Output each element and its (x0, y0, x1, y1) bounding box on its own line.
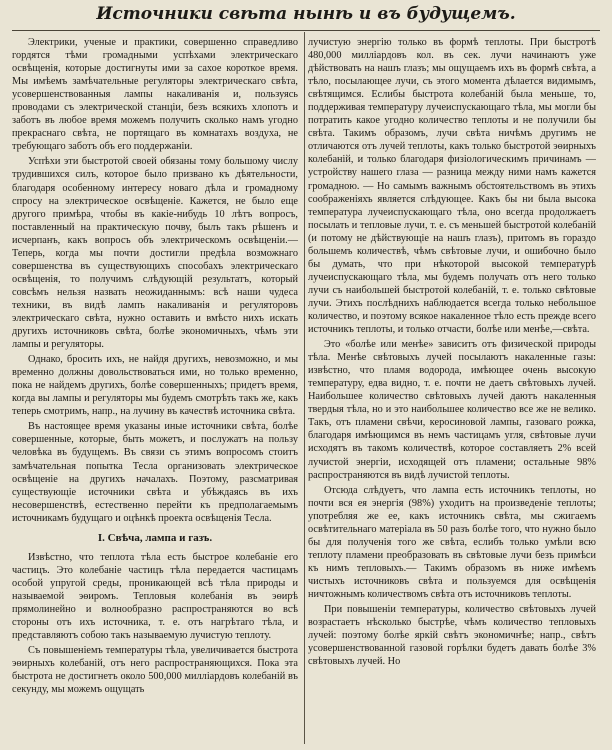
paragraph: лучистую энергію только въ формѣ теплоты. При быстротѣ 480,000 милліардовъ кол. въ сек. лучи начинаютъ уже дѣйствовать на нашъ глазъ; мы ощущаемъ ихъ въ формѣ свѣта, а тѣло, посылающее лучи, съ этого момента дѣлается видимымъ, свѣтящимся. Еслибы быстрота колебаній была меньше, то, поддерживая температуру лучеиспускающаго тѣла, мы могли бы потратить какое угодно количество теплоты и не получили бы свѣта. Такимъ образомъ, лучи свѣта ничѣмъ другимъ не отличаются отъ лучей теплоты, какъ только быстротой эѳирныхъ колебаній, и только благодаря физіологическимъ причинамъ — устройству нашего глаза — разница между ними намъ кажется громадною. — Но самымъ важнымъ обстоятельствомъ въ этихъ соображеніяхъ является слѣдующее. Какъ бы ни была высока температура лучеиспускающаго тѣла, оно всегда продолжаетъ посылать и тепловые лучи, т. е. съ меньшей быстротой колебаній (и потому не дѣйствующіе на нашъ глазъ), притомъ въ гораздо большемъ количествѣ, чѣмъ свѣтовые лучи, и ошибочно было бы думать, что при нѣкоторой высокой температурѣ лучеиспускающаго тѣла, мы будемъ получать отъ него только лучи съ наибольшей быстротой колебаній, т. е. только свѣтовые лучи. Этихъ послѣднихъ наблюдается всегда только небольшое количество, и поэтому всякое накаленное тѣло есть прежде всего источникъ теплоты, и только отчасти, болѣе или менѣе,—свѣта. (308, 37, 596, 336)
left-column (12, 36, 298, 746)
paragraph: Это «болѣе или менѣе» зависитъ отъ физической природы тѣла. Менѣе свѣтовыхъ лучей посылаютъ накаленные газы: извѣстно, что пламя водорода, имѣющее очень высокую температуру, едва видно, т. е. почти не даетъ свѣтовыхъ лучей. Наибольшее количество свѣтовыхъ лучей даютъ накаленныя твердыя тѣла, но и это наибольшее количество все же не велико. Такъ, отъ пламени свѣчи, керосиновой лампы, газоваго рожка, благодаря имѣющимся въ немъ частицамъ угля, свѣтовые лучи исходятъ въ такомъ количествѣ, которое составляетъ 2% всей лучистой энергіи, исходящей отъ пламени; остальные 98% распространяются въ видѣ лучистой теплоты. (308, 339, 596, 481)
paragraph: Въ настоящее время указаны иные источники свѣта, болѣе совершенные, которые, быть можетъ, и послужатъ на пользу человѣка въ будущемъ. Въ связи съ этимъ вопросомъ стоитъ замѣчательная попытка Тесла организовать электрическое освѣщеніе на другихъ началахъ. Поэтому, разсматривая существующіе источники свѣта и убѣждаясь въ ихъ несовершенствѣ, естественно перейти къ предполагаемымъ источникамъ будущаго и оцѣнкѣ проекта освѣщенія Тесла. (12, 421, 298, 524)
section-heading: I. Свѣча, лампа и газъ. (97, 531, 213, 544)
paragraph: При повышеніи температуры, количество свѣтовыхъ лучей возрастаетъ нѣсколько быстрѣе, чѣмъ количество тепловыхъ лучей: поэтому болѣе яркій свѣтъ экономичнѣе; напр., свѣтъ усовершенствованной газовой горѣлки будетъ давать болѣе 3% свѣтовыхъ лучей. Но (308, 604, 596, 668)
paragraph: Извѣстно, что теплота тѣла есть быстрое колебаніе его частицъ. Это колебаніе частицъ тѣла передается частицамъ особой упругой среды, проникающей всѣ тѣла природы и называемой эѳиромъ. Тепловыя колебанія въ эѳирѣ прямолинейно и волнообразно распространяются во всѣ стороны отъ ихъ источника, т. е. отъ нагрѣтаго тѣла, и представляютъ собою такъ называемую лучистую теплоту. (12, 551, 298, 642)
page-title: Источники свѣта нынѣ и въ будущемъ. (12, 0, 600, 31)
paragraph: Съ повышеніемъ температуры тѣла, увеличивается быстрота эѳирныхъ колебаній, отъ него распространяющихся. Пока эта быстрота не достигнетъ около 500,000 милліардовъ колебаній въ секунду, мы можемъ ощущать (12, 645, 298, 696)
paragraph: Отсюда слѣдуетъ, что лампа есть источникъ теплоты, но почти вся ея энергія (98%) уходитъ на произведеніе теплоты; употребляя же ее, какъ источникъ свѣта, мы сжигаемъ освѣтительнаго матеріала въ 50 разъ болѣе того, что нужно было бы для полученія того же свѣта, еслибъ только умѣли всю теплоту пламени преобразовать въ свѣтовые лучи безъ примѣси къ нимъ тепловыхъ.— Такимъ образомъ въ ниже имѣемъ чистыхъ источниковъ свѣта и пользуемся для освѣщенія ничтожнымъ количествомъ свѣта отъ источниковъ теплоты. (308, 484, 596, 600)
paragraph: Успѣхи эти быстротой своей обязаны тому большому числу трудившихся силъ, которое было призвано къ дѣятельности, благодаря особенному интересу новаго дѣла и громадному спросу на электрическое освѣщеніе. Кажется, не было еще другого примѣра, чтобы въ какіе-нибудь 10 лѣтъ вопросъ, поставленный на практическую почву, былъ такъ рѣшенъ и исчерпанъ, какъ вопросъ объ электрическомъ освѣщеніи.—Теперь, когда мы почти достигли предѣла возможнаго совершенства въ существующихъ способахъ электрическаго освѣщенія, то получимъ слѣдующій результатъ, который совсѣмъ нельзя назвать неожиданнымъ: всѣ наши чудеса техники, въ видѣ лампъ накаливанія и регуляторовъ электрическаго свѣта, нужно оставить и вмѣсто нихъ искать другихъ источниковъ свѣта, болѣе экономичныхъ, чѣмъ эти лампы и регуляторы. (12, 156, 298, 351)
article-body (8, 36, 604, 746)
paragraph: Электрики, ученые и практики, совершенно справедливо гордятся тѣми громадными успѣхами электрическаго освѣщенія, которые достигнуты ими за сахое короткое время. Мы имѣемъ замѣчательные регуляторы электрическаго свѣта, усовершенствованныя лампы накаливанія и, пользуясь проводами съ электрической станціи, безъ всякихъ хлопотъ и заботъ въ любое время можемъ получить сколько намъ угодно прекраснаго свѣта, не портящаго въ комнатахъ воздуха, не требующаго заботъ объ его поддержаніи. (12, 37, 298, 153)
right-column (308, 36, 596, 746)
paragraph: Однако, бросить ихъ, не найдя другихъ, невозможно, и мы временно должны довольствоваться ими, но только временно, пока не найдемъ другихъ, болѣе совершенныхъ; придетъ время, когда вы лампы и регуляторы мы будемъ смотрѣть такъ же, какъ теперь смотримъ, напр., на лучину въ качествѣ источника свѣта. (12, 354, 298, 418)
